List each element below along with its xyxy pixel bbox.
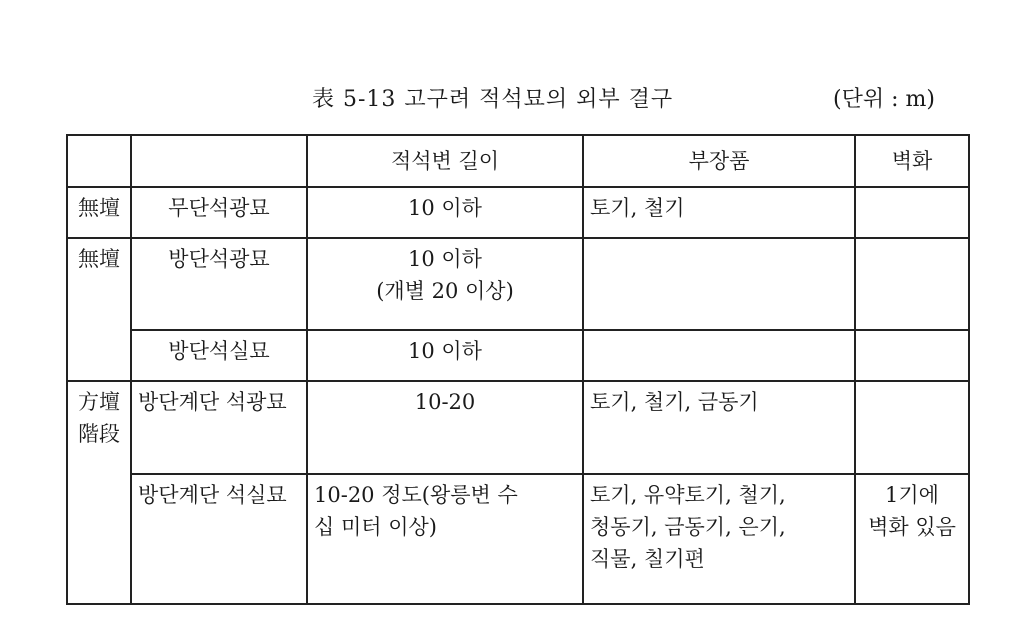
tomb-structure-table: [66, 134, 970, 605]
length-cell: 10 이하: [307, 187, 583, 238]
tomb-type-cell: 무단석광묘: [131, 187, 307, 238]
length-cell: 10-20 정도(왕릉변 수 십 미터 이상): [307, 474, 583, 604]
group-cell: 無壇: [67, 238, 131, 381]
table-row: [67, 238, 969, 330]
table-row: [67, 187, 969, 238]
group-cell: 無壇: [67, 187, 131, 238]
length-cell: 10 이하: [307, 330, 583, 381]
mural-cell: [855, 187, 969, 238]
length-cell: 10 이하 (개별 20 이상): [307, 238, 583, 330]
mural-cell: [855, 238, 969, 330]
table-row: [67, 330, 969, 381]
header-row: [67, 135, 969, 187]
goods-cell: [583, 330, 855, 381]
header-cell-mural: 벽화: [855, 135, 969, 187]
tomb-type-cell: 방단석실묘: [131, 330, 307, 381]
table-caption: 表 5-13 고구려 적석묘의 외부 결구: [312, 87, 674, 112]
header-cell: [131, 135, 307, 187]
tomb-type-cell: 방단석광묘: [131, 238, 307, 330]
tomb-type-cell: 방단계단 석실묘: [131, 474, 307, 604]
mural-cell: 1기에 벽화 있음: [855, 474, 969, 604]
tomb-type-cell: 방단계단 석광묘: [131, 381, 307, 474]
goods-cell: 토기, 철기: [583, 187, 855, 238]
header-cell-length: 적석변 길이: [307, 135, 583, 187]
unit-label: (단위 : m): [833, 87, 935, 112]
goods-cell: [583, 238, 855, 330]
table-row: [67, 381, 969, 474]
table-row: [67, 474, 969, 604]
group-cell: 方壇 階段: [67, 381, 131, 604]
header-cell: [67, 135, 131, 187]
length-cell: 10-20: [307, 381, 583, 474]
goods-cell: 토기, 철기, 금동기: [583, 381, 855, 474]
mural-cell: [855, 381, 969, 474]
goods-cell: 토기, 유약토기, 철기, 청동기, 금동기, 은기, 직물, 칠기편: [583, 474, 855, 604]
mural-cell: [855, 330, 969, 381]
header-cell-goods: 부장품: [583, 135, 855, 187]
